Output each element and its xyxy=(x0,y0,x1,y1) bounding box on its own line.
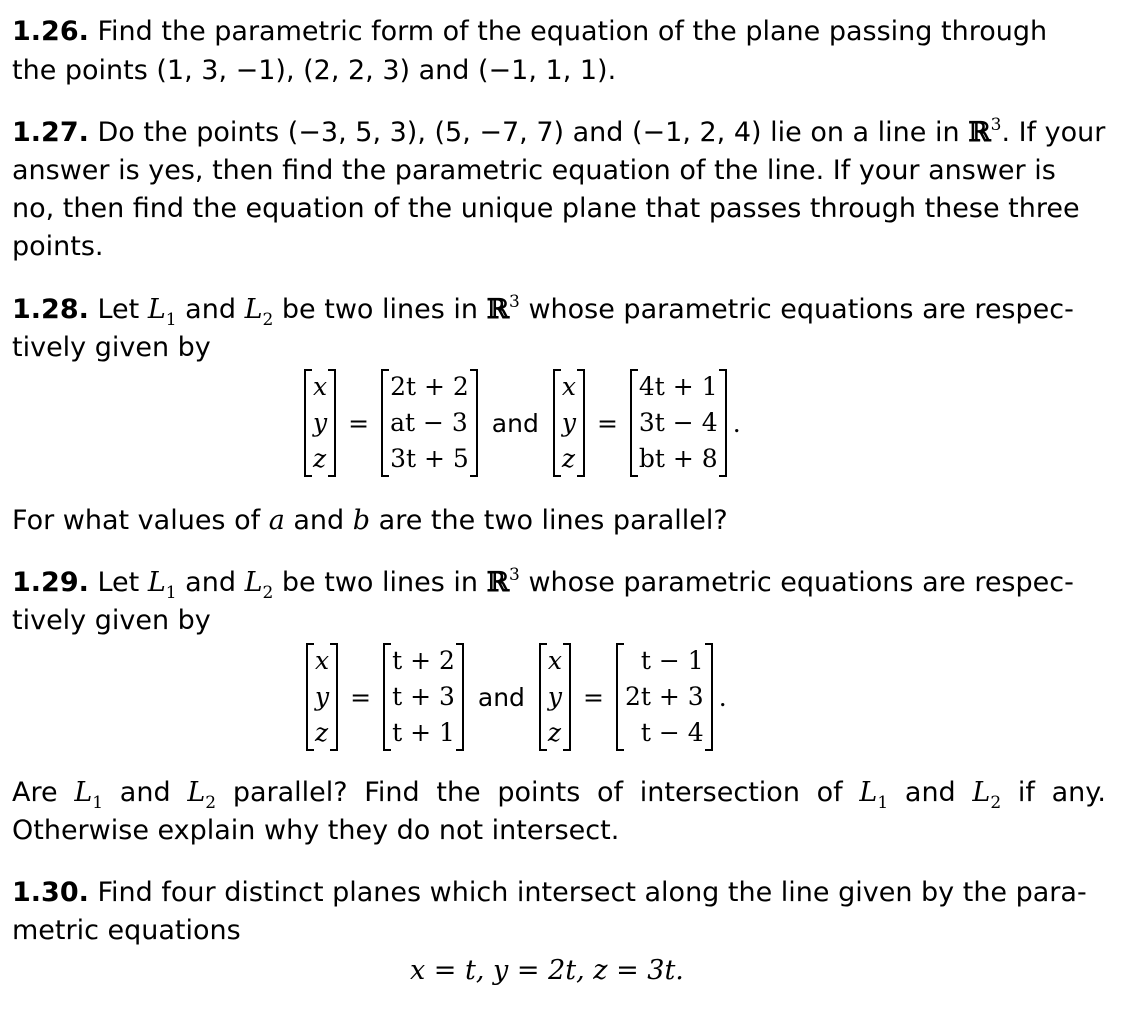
problem-text: . If your xyxy=(1001,117,1106,148)
problem-1-28-equation xyxy=(304,369,741,477)
subscript: 1 xyxy=(165,583,177,603)
problem-number: 1.28. xyxy=(12,294,89,325)
problem-text: and xyxy=(176,567,245,598)
line-symbol: L xyxy=(74,777,93,808)
subscript: 1 xyxy=(877,793,889,813)
matrix-entry: t − 1 xyxy=(640,646,704,675)
parametric-equation: x = t, y = 2t, z = 3t. xyxy=(410,955,684,986)
matrix-entry: z xyxy=(547,718,562,747)
problem-1-27-line-4 xyxy=(12,229,104,265)
problem-text: are the two lines parallel? xyxy=(370,505,728,536)
problem-text: Find four distinct planes which intersect along the line given by the para- xyxy=(97,877,1087,908)
problem-1-27-line-3 xyxy=(12,191,1080,227)
problem-1-28-line-2 xyxy=(12,330,211,366)
exponent: 3 xyxy=(509,292,520,312)
problem-text: tively given by xyxy=(12,332,211,363)
matrix-entry: 3t + 5 xyxy=(390,444,469,473)
lhs-vector xyxy=(539,643,571,751)
problem-1-28-line-1 xyxy=(12,292,1074,331)
line-symbol: L xyxy=(859,777,878,808)
problem-text: whose parametric equations are respec- xyxy=(519,567,1074,598)
problem-text: metric equations xyxy=(12,915,241,946)
problem-text: and xyxy=(284,505,353,536)
problem-1-29-line-2 xyxy=(12,603,211,639)
equals-sign: = xyxy=(583,682,604,712)
problem-text: and xyxy=(103,777,188,808)
problem-text: answer is yes, then find the parametric equation of the line. If your answer is xyxy=(12,155,1056,186)
matrix-entry: at − 3 xyxy=(390,408,468,437)
matrix-entry: 2t + 2 xyxy=(390,372,469,401)
exponent: 3 xyxy=(990,115,1002,135)
problem-text: be two lines in xyxy=(273,294,487,325)
real-numbers-symbol: ℝ xyxy=(486,567,510,598)
problem-text: the points (1, 3, −1), (2, 2, 3) and (−1, 1, 1). xyxy=(12,55,617,86)
and-word: and xyxy=(477,682,525,712)
problem-1-26-line-1 xyxy=(12,14,1047,50)
problem-text: and xyxy=(176,294,245,325)
problem-number: 1.30. xyxy=(12,877,89,908)
matrix-entry: t + 3 xyxy=(392,682,455,711)
matrix-entry: 2t + 3 xyxy=(625,682,704,711)
problem-1-28-question xyxy=(12,503,728,539)
matrix-entry: y xyxy=(561,408,576,437)
problem-1-27-line-1 xyxy=(12,115,1105,154)
matrix-entry: y xyxy=(313,408,328,437)
line-symbol: L xyxy=(244,567,263,598)
period: . xyxy=(732,408,741,438)
rhs-vector-1 xyxy=(381,369,478,477)
problem-text: if any. xyxy=(1001,777,1107,808)
period: . xyxy=(718,682,727,712)
subscript: 1 xyxy=(92,793,104,813)
line-symbol: L xyxy=(147,567,166,598)
matrix-entry: z xyxy=(561,444,575,473)
matrix-entry: z xyxy=(313,444,327,473)
problem-text: For what values of xyxy=(12,505,269,536)
variable-b: b xyxy=(352,505,371,536)
problem-text: Otherwise explain why they do not intersect. xyxy=(12,815,620,846)
equals-sign: = xyxy=(596,408,618,438)
lhs-vector xyxy=(306,643,338,751)
problem-text: Are xyxy=(12,777,75,808)
rhs-vector-2 xyxy=(630,369,727,477)
problem-text: parallel? Find the points of intersection of xyxy=(216,777,860,808)
line-symbol: L xyxy=(187,777,206,808)
problem-text: whose parametric equations are respec- xyxy=(519,294,1074,325)
matrix-entry: t − 4 xyxy=(640,718,704,747)
problem-text: tively given by xyxy=(12,605,211,636)
problem-1-29-question-line-2 xyxy=(12,813,619,849)
subscript: 2 xyxy=(262,583,274,603)
problem-1-29-question-line-1 xyxy=(12,775,1106,814)
problem-1-29-equation xyxy=(306,643,727,751)
subscript: 2 xyxy=(990,793,1002,813)
matrix-entry: y xyxy=(315,682,330,711)
problem-1-29-line-1 xyxy=(12,565,1074,604)
equals-sign: = xyxy=(348,408,370,438)
matrix-entry: 4t + 1 xyxy=(638,372,718,401)
matrix-entry: x xyxy=(315,646,330,675)
problem-number: 1.26. xyxy=(12,16,89,47)
matrix-entry: x xyxy=(561,372,576,401)
problem-text: Find the parametric form of the equation of the plane passing through xyxy=(97,16,1048,47)
real-numbers-symbol: ℝ xyxy=(968,117,991,148)
line-symbol: L xyxy=(147,294,166,325)
matrix-entry: z xyxy=(315,718,329,747)
lhs-vector xyxy=(553,369,585,477)
subscript: 2 xyxy=(262,310,274,330)
and-word: and xyxy=(491,408,539,438)
matrix-entry: y xyxy=(547,682,563,711)
problem-text: Do the points (−3, 5, 3), (5, −7, 7) and (−1, 2, 4) lie on a line in xyxy=(97,117,969,148)
matrix-entry: t + 2 xyxy=(392,646,455,675)
problem-number: 1.27. xyxy=(12,117,89,148)
rhs-vector-2 xyxy=(616,643,713,751)
subscript: 1 xyxy=(165,310,177,330)
line-symbol: L xyxy=(972,777,991,808)
matrix-entry: 3t − 4 xyxy=(638,408,718,437)
subscript: 2 xyxy=(205,793,217,813)
problem-text: points. xyxy=(12,231,104,262)
exponent: 3 xyxy=(509,565,520,585)
equals-sign: = xyxy=(350,682,372,712)
problem-1-30-line-2 xyxy=(12,913,241,949)
rhs-vector-1 xyxy=(383,643,464,751)
matrix-entry: t + 1 xyxy=(392,718,455,747)
matrix-entry: x xyxy=(547,646,563,675)
variable-a: a xyxy=(268,505,285,536)
matrix-entry: x xyxy=(313,372,328,401)
problem-text: no, then find the equation of the unique plane that passes through these three xyxy=(12,193,1080,224)
problem-text: be two lines in xyxy=(273,567,487,598)
problem-text: Let xyxy=(97,294,148,325)
lhs-vector xyxy=(304,369,336,477)
real-numbers-symbol: ℝ xyxy=(486,294,510,325)
problem-1-30-line-1 xyxy=(12,875,1087,911)
matrix-entry: bt + 8 xyxy=(638,444,718,473)
problem-text: and xyxy=(888,777,973,808)
problem-1-27-line-2 xyxy=(12,153,1056,189)
line-symbol: L xyxy=(244,294,263,325)
problem-text: Let xyxy=(97,567,148,598)
problem-1-26-line-2 xyxy=(12,53,616,89)
problem-number: 1.29. xyxy=(12,567,89,598)
